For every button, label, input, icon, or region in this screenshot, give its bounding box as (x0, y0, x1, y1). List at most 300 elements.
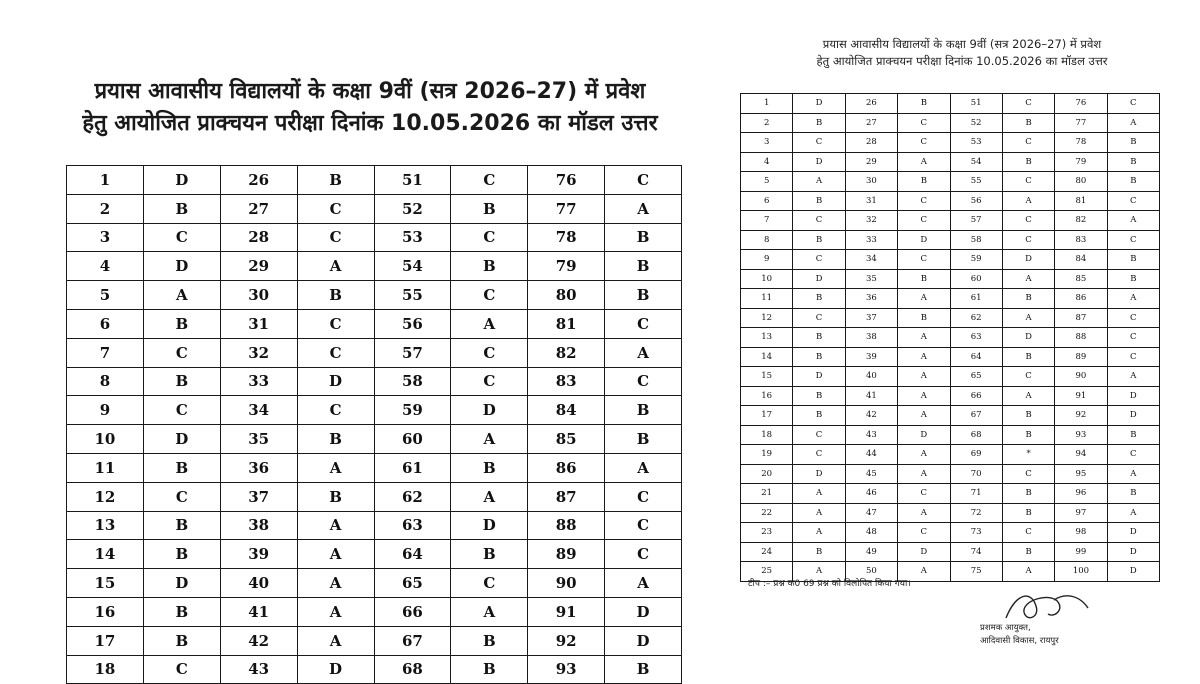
answer-option: B (1107, 152, 1159, 172)
question-number: 13 (67, 511, 144, 540)
answer-option: C (898, 191, 950, 211)
question-number: 77 (1055, 113, 1107, 133)
answer-option: A (297, 453, 374, 482)
answer-option: A (898, 445, 950, 465)
question-number: 97 (1055, 503, 1107, 523)
question-number: 60 (374, 425, 451, 454)
question-number: 29 (220, 252, 297, 281)
answer-option: A (605, 338, 682, 367)
question-number: 7 (741, 211, 793, 231)
question-number: 51 (374, 166, 451, 195)
question-number: 83 (1055, 230, 1107, 250)
answer-option: C (1107, 328, 1159, 348)
question-number: 56 (950, 191, 1002, 211)
question-number: 89 (528, 540, 605, 569)
left-table-row (67, 540, 682, 569)
answer-option: A (898, 347, 950, 367)
answer-option: A (898, 406, 950, 426)
question-number: 61 (950, 289, 1002, 309)
question-number: 92 (1055, 406, 1107, 426)
left-sheet-title (60, 76, 680, 140)
question-number: 11 (741, 289, 793, 309)
right-table-row (741, 406, 1160, 426)
answer-option: B (1002, 347, 1054, 367)
question-number: 46 (845, 484, 897, 504)
answer-option: B (297, 425, 374, 454)
answer-option: C (297, 223, 374, 252)
answer-option: C (143, 223, 220, 252)
right-table-row (741, 542, 1160, 562)
question-number: 68 (950, 425, 1002, 445)
answer-option: C (297, 338, 374, 367)
answer-option: B (451, 655, 528, 684)
answer-option: D (793, 152, 845, 172)
question-number: 26 (845, 94, 897, 114)
answer-option: C (1002, 211, 1054, 231)
question-number: 16 (741, 386, 793, 406)
question-number: 47 (845, 503, 897, 523)
question-number: 90 (1055, 367, 1107, 387)
left-table-row (67, 281, 682, 310)
question-number: 43 (845, 425, 897, 445)
answer-option: D (605, 626, 682, 655)
answer-option: D (898, 425, 950, 445)
question-number: 58 (374, 367, 451, 396)
question-number: 56 (374, 309, 451, 338)
answer-option: A (297, 540, 374, 569)
answer-option: C (1002, 464, 1054, 484)
answer-option: C (451, 281, 528, 310)
question-number: 68 (374, 655, 451, 684)
answer-option: B (143, 453, 220, 482)
question-number: 85 (528, 425, 605, 454)
answer-option: B (143, 597, 220, 626)
answer-option: B (605, 655, 682, 684)
question-number: 62 (374, 482, 451, 511)
question-number: 84 (528, 396, 605, 425)
question-number: 10 (741, 269, 793, 289)
question-number: 26 (220, 166, 297, 195)
question-number: 91 (1055, 386, 1107, 406)
answer-option: B (898, 172, 950, 192)
question-number: 2 (741, 113, 793, 133)
answer-option: C (451, 367, 528, 396)
answer-option: D (1107, 562, 1159, 582)
answer-option: C (1002, 133, 1054, 153)
answer-option: B (793, 347, 845, 367)
answer-option: D (793, 94, 845, 114)
answer-option: A (898, 464, 950, 484)
answer-option: B (1002, 152, 1054, 172)
answer-option: B (793, 542, 845, 562)
question-number: 21 (741, 484, 793, 504)
answer-option: D (898, 230, 950, 250)
question-number: 30 (845, 172, 897, 192)
answer-option: C (1107, 308, 1159, 328)
left-title-line1: प्रयास आवासीय विद्यालयों के कक्षा 9वीं (सत्र 2026–27) में प्रवेश (94, 79, 646, 104)
answer-option: D (793, 464, 845, 484)
answer-option: B (1107, 269, 1159, 289)
answer-option: B (297, 281, 374, 310)
signatory-office: आदिवासी विकास, रायपुर (980, 636, 1059, 646)
question-number: 22 (741, 503, 793, 523)
answer-option: D (143, 252, 220, 281)
answer-option: B (143, 194, 220, 223)
right-table-row (741, 503, 1160, 523)
answer-option: A (297, 511, 374, 540)
answer-option: A (793, 523, 845, 543)
answer-option: A (297, 252, 374, 281)
question-number: 75 (950, 562, 1002, 582)
question-number: 20 (741, 464, 793, 484)
answer-option: B (605, 425, 682, 454)
right-table-row (741, 191, 1160, 211)
answer-option: A (143, 281, 220, 310)
answer-option: A (451, 597, 528, 626)
question-number: 23 (741, 523, 793, 543)
right-table-row (741, 308, 1160, 328)
answer-option: C (793, 211, 845, 231)
question-number: 52 (950, 113, 1002, 133)
answer-option: D (143, 569, 220, 598)
right-table-row (741, 367, 1160, 387)
left-table-row (67, 511, 682, 540)
question-number: 39 (845, 347, 897, 367)
question-number: 81 (1055, 191, 1107, 211)
question-number: 65 (950, 367, 1002, 387)
question-number: 9 (741, 250, 793, 270)
question-number: 74 (950, 542, 1002, 562)
question-number: 5 (741, 172, 793, 192)
right-table-row (741, 230, 1160, 250)
question-number: 57 (374, 338, 451, 367)
answer-option: B (1107, 172, 1159, 192)
answer-option: C (605, 309, 682, 338)
answer-option: B (793, 191, 845, 211)
left-table-row (67, 597, 682, 626)
question-number: 100 (1055, 562, 1107, 582)
answer-option: B (1002, 406, 1054, 426)
answer-option: B (143, 367, 220, 396)
answer-option: D (297, 367, 374, 396)
question-number: 13 (741, 328, 793, 348)
answer-option: B (605, 223, 682, 252)
answer-option: C (451, 338, 528, 367)
answer-option: A (1107, 211, 1159, 231)
question-number: 66 (950, 386, 1002, 406)
question-number: 14 (741, 347, 793, 367)
question-number: 60 (950, 269, 1002, 289)
question-number: 4 (67, 252, 144, 281)
right-title-line1: प्रयास आवासीय विद्यालयों के कक्षा 9वीं (सत्र 2026–27) में प्रवेश (822, 37, 1102, 51)
question-number: 63 (374, 511, 451, 540)
answer-option: A (898, 152, 950, 172)
question-number: 91 (528, 597, 605, 626)
answer-option: A (1002, 191, 1054, 211)
question-number: 34 (220, 396, 297, 425)
answer-option: C (451, 166, 528, 195)
answer-option: C (898, 133, 950, 153)
signature-scribble (996, 588, 1106, 626)
question-number: 88 (528, 511, 605, 540)
question-number: 62 (950, 308, 1002, 328)
right-table-row (741, 152, 1160, 172)
answer-option: C (1002, 367, 1054, 387)
answer-option: C (1107, 347, 1159, 367)
right-table-row (741, 386, 1160, 406)
left-table-row (67, 166, 682, 195)
question-number: 64 (374, 540, 451, 569)
answer-option: B (793, 386, 845, 406)
left-table-row (67, 482, 682, 511)
question-number: 15 (741, 367, 793, 387)
question-number: 86 (1055, 289, 1107, 309)
left-table-row (67, 194, 682, 223)
right-table-row (741, 347, 1160, 367)
question-number: 69 (950, 445, 1002, 465)
question-number: 4 (741, 152, 793, 172)
answer-option: B (1002, 113, 1054, 133)
left-answer-table (66, 165, 682, 684)
answer-option: A (297, 626, 374, 655)
question-number: 49 (845, 542, 897, 562)
answer-option: C (143, 655, 220, 684)
answer-option: B (297, 166, 374, 195)
question-number: 38 (220, 511, 297, 540)
left-table-row (67, 309, 682, 338)
answer-option: C (1002, 94, 1054, 114)
question-number: 16 (67, 597, 144, 626)
answer-option: D (1107, 386, 1159, 406)
question-number: 44 (845, 445, 897, 465)
question-number: 18 (741, 425, 793, 445)
answer-option: D (451, 511, 528, 540)
answer-option: * (1002, 445, 1054, 465)
question-number: 11 (67, 453, 144, 482)
answer-option: B (793, 113, 845, 133)
question-number: 3 (741, 133, 793, 153)
left-table-row (67, 252, 682, 281)
question-number: 80 (1055, 172, 1107, 192)
right-answer-table (740, 93, 1160, 582)
left-table-row (67, 223, 682, 252)
question-number: 42 (220, 626, 297, 655)
right-title-line2: हेतु आयोजित प्राक्चयन परीक्षा दिनांक 10.05.2026 का मॉडल उत्तर (816, 54, 1108, 68)
question-number: 18 (67, 655, 144, 684)
answer-option: D (1107, 406, 1159, 426)
question-number: 85 (1055, 269, 1107, 289)
question-number: 88 (1055, 328, 1107, 348)
answer-option: C (793, 445, 845, 465)
question-number: 35 (220, 425, 297, 454)
question-number: 33 (220, 367, 297, 396)
answer-option: B (1107, 425, 1159, 445)
answer-option: C (1107, 94, 1159, 114)
answer-option: B (1107, 484, 1159, 504)
question-number: 86 (528, 453, 605, 482)
left-table-row (67, 396, 682, 425)
answer-option: C (451, 223, 528, 252)
answer-option: C (605, 367, 682, 396)
answer-option: A (297, 597, 374, 626)
answer-option: A (898, 289, 950, 309)
answer-option: C (898, 484, 950, 504)
left-table-row (67, 367, 682, 396)
question-number: 36 (220, 453, 297, 482)
answer-option: B (793, 289, 845, 309)
question-number: 70 (950, 464, 1002, 484)
question-number: 1 (741, 94, 793, 114)
answer-option: A (898, 386, 950, 406)
question-number: 72 (950, 503, 1002, 523)
question-number: 80 (528, 281, 605, 310)
question-number: 5 (67, 281, 144, 310)
question-number: 40 (845, 367, 897, 387)
answer-option: A (1107, 464, 1159, 484)
question-number: 54 (374, 252, 451, 281)
question-number: 12 (741, 308, 793, 328)
answer-option: B (143, 540, 220, 569)
answer-option: C (605, 482, 682, 511)
question-number: 27 (220, 194, 297, 223)
left-table-row (67, 425, 682, 454)
question-number: 19 (741, 445, 793, 465)
question-number: 81 (528, 309, 605, 338)
answer-option: D (1002, 328, 1054, 348)
answer-option: D (143, 166, 220, 195)
right-table-row (741, 113, 1160, 133)
answer-option: B (451, 540, 528, 569)
answer-option: B (605, 281, 682, 310)
answer-option: B (605, 396, 682, 425)
answer-option: C (297, 309, 374, 338)
question-number: 8 (741, 230, 793, 250)
question-number: 78 (528, 223, 605, 252)
answer-option: A (605, 569, 682, 598)
answer-option: C (1002, 172, 1054, 192)
answer-option: A (1107, 503, 1159, 523)
question-number: 78 (1055, 133, 1107, 153)
question-number: 61 (374, 453, 451, 482)
question-number: 41 (220, 597, 297, 626)
answer-option: D (605, 597, 682, 626)
answer-option: C (898, 113, 950, 133)
answer-option: B (143, 309, 220, 338)
answer-option: C (793, 308, 845, 328)
question-number: 96 (1055, 484, 1107, 504)
answer-option: C (898, 211, 950, 231)
question-number: 17 (67, 626, 144, 655)
answer-option: C (143, 396, 220, 425)
answer-option: C (898, 523, 950, 543)
right-answer-sheet (724, 0, 1200, 675)
answer-option: B (1002, 503, 1054, 523)
question-number: 84 (1055, 250, 1107, 270)
left-table-row (67, 569, 682, 598)
right-table-row (741, 425, 1160, 445)
question-number: 94 (1055, 445, 1107, 465)
question-number: 92 (528, 626, 605, 655)
question-number: 42 (845, 406, 897, 426)
answer-option: C (605, 511, 682, 540)
question-number: 48 (845, 523, 897, 543)
answer-option: A (1107, 289, 1159, 309)
answer-option: D (1002, 250, 1054, 270)
right-table-row (741, 133, 1160, 153)
question-number: 79 (1055, 152, 1107, 172)
question-number: 37 (845, 308, 897, 328)
answer-option: C (605, 166, 682, 195)
right-table-row (741, 523, 1160, 543)
right-table-row (741, 464, 1160, 484)
answer-option: A (605, 453, 682, 482)
answer-option: A (1002, 386, 1054, 406)
question-number: 15 (67, 569, 144, 598)
question-number: 32 (845, 211, 897, 231)
answer-option: B (1002, 289, 1054, 309)
answer-option: B (451, 194, 528, 223)
answer-option: C (451, 569, 528, 598)
answer-option: A (451, 309, 528, 338)
signatory-title: प्रशमक आयुक्त, (980, 623, 1031, 633)
question-number: 55 (950, 172, 1002, 192)
question-number: 67 (374, 626, 451, 655)
question-number: 83 (528, 367, 605, 396)
answer-option: A (898, 367, 950, 387)
answer-option: B (297, 482, 374, 511)
answer-option: C (297, 396, 374, 425)
answer-option: B (605, 252, 682, 281)
question-number: 90 (528, 569, 605, 598)
question-number: 28 (220, 223, 297, 252)
left-title-line2: हेतु आयोजित प्राक्चयन परीक्षा दिनांक 10.05.2026 का मॉडल उत्तर (82, 111, 658, 136)
answer-option: A (898, 503, 950, 523)
question-number: 82 (528, 338, 605, 367)
answer-option: D (793, 269, 845, 289)
answer-option: C (1107, 230, 1159, 250)
answer-option: C (1002, 230, 1054, 250)
answer-option: A (793, 562, 845, 582)
question-number: 55 (374, 281, 451, 310)
answer-option: B (793, 230, 845, 250)
answer-option: C (143, 338, 220, 367)
answer-option: B (898, 308, 950, 328)
answer-option: A (1107, 113, 1159, 133)
question-number: 59 (374, 396, 451, 425)
question-number: 2 (67, 194, 144, 223)
question-number: 17 (741, 406, 793, 426)
question-number: 12 (67, 482, 144, 511)
answer-option: C (1002, 523, 1054, 543)
question-number: 14 (67, 540, 144, 569)
answer-option: A (1002, 562, 1054, 582)
left-table-row (67, 453, 682, 482)
answer-option: B (1002, 542, 1054, 562)
left-table-row (67, 626, 682, 655)
answer-option: B (451, 252, 528, 281)
answer-option: A (793, 503, 845, 523)
question-number: 7 (67, 338, 144, 367)
answer-option: A (605, 194, 682, 223)
answer-option: D (1107, 542, 1159, 562)
question-number: 93 (1055, 425, 1107, 445)
question-number: 36 (845, 289, 897, 309)
answer-option: B (793, 328, 845, 348)
question-number: 65 (374, 569, 451, 598)
question-number: 76 (1055, 94, 1107, 114)
answer-option: D (451, 396, 528, 425)
question-number: 10 (67, 425, 144, 454)
